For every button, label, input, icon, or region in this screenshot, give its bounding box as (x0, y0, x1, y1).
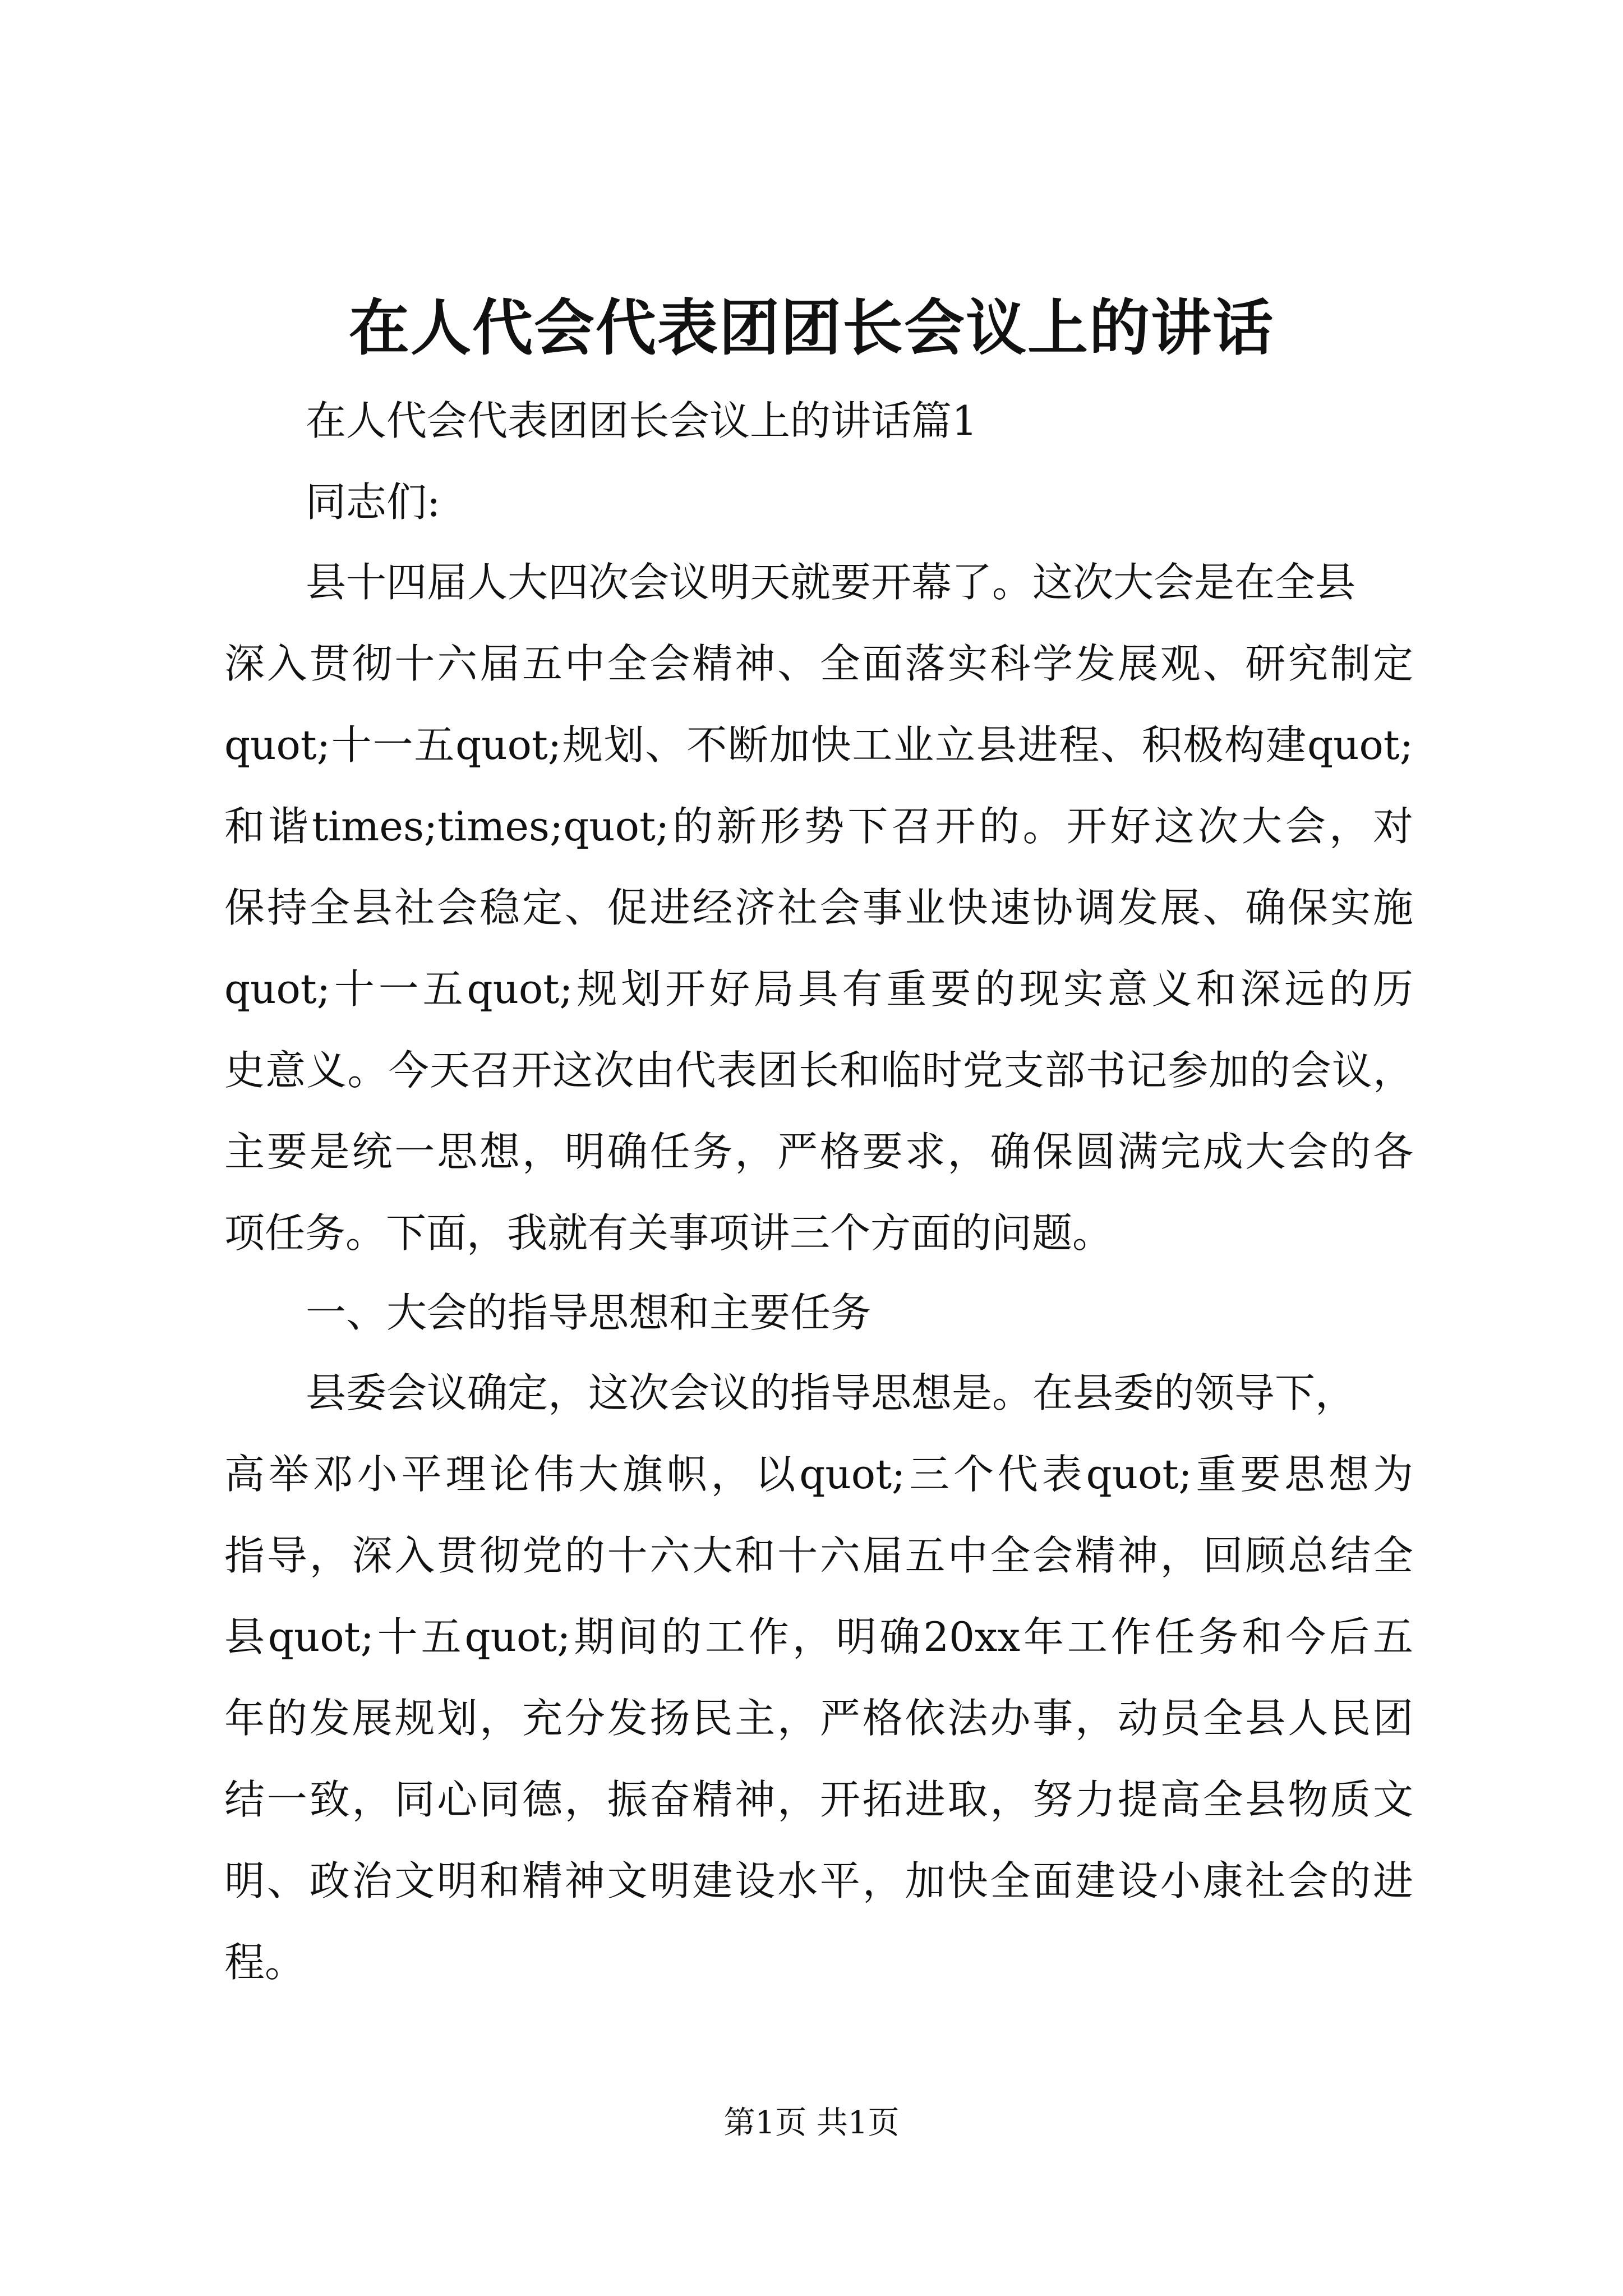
paragraph-line: 结一致，同心同德，振奋精神，开拓进取，努力提高全县物质文 (224, 1776, 1413, 1823)
paragraph-line: 明、政治文明和精神文明建设水平，加快全面建设小康社会的进 (224, 1857, 1413, 1904)
salutation: 同志们: (306, 478, 441, 526)
paragraph-line: 高举邓小平理论伟大旗帜，以quot;三个代表quot;重要思想为 (224, 1451, 1413, 1498)
paragraph-line: 年的发展规划，充分发扬民主，严格依法办事，动员全县人民团 (224, 1695, 1413, 1742)
paragraph-line: 保持全县社会稳定、促进经济社会事业快速协调发展、确保实施 (224, 884, 1413, 931)
section-heading: 一、大会的指导思想和主要任务 (306, 1289, 872, 1336)
document-title: 在人代会代表团团长会议上的讲话 (348, 293, 1274, 364)
paragraph-line: 程。 (224, 1939, 306, 1986)
paragraph-line: quot;十一五quot;规划、不断加快工业立县进程、积极构建quot; (224, 721, 1413, 769)
paragraph-line: quot;十一五quot;规划开好局具有重要的现实意义和深远的历 (224, 965, 1413, 1013)
paragraph-line: 主要是统一思想，明确任务，严格要求，确保圆满完成大会的各 (224, 1128, 1413, 1175)
document-subtitle: 在人代会代表团团长会议上的讲话篇1 (306, 397, 978, 444)
paragraph-line: 项任务。下面，我就有关事项讲三个方面的问题。 (224, 1209, 1113, 1257)
page-footer: 第1页 共1页 (723, 2105, 900, 2141)
paragraph-line: 县委会议确定，这次会议的指导思想是。在县委的领导下， (306, 1369, 1356, 1416)
paragraph-line: 和谐times;times;quot;的新形势下召开的。开好这次大会，对 (224, 803, 1413, 850)
paragraph-line: 指导，深入贯彻党的十六大和十六届五中全会精神，回顾总结全 (224, 1532, 1413, 1579)
paragraph-line: 县quot;十五quot;期间的工作，明确20xx年工作任务和今后五 (224, 1613, 1413, 1660)
paragraph-line: 县十四届人大四次会议明天就要开幕了。这次大会是在全县 (306, 559, 1356, 606)
paragraph-line: 史意义。今天召开这次由代表团长和临时党支部书记参加的会议， (224, 1047, 1413, 1094)
paragraph-line: 深入贯彻十六届五中全会精神、全面落实科学发展观、研究制定 (224, 640, 1413, 687)
